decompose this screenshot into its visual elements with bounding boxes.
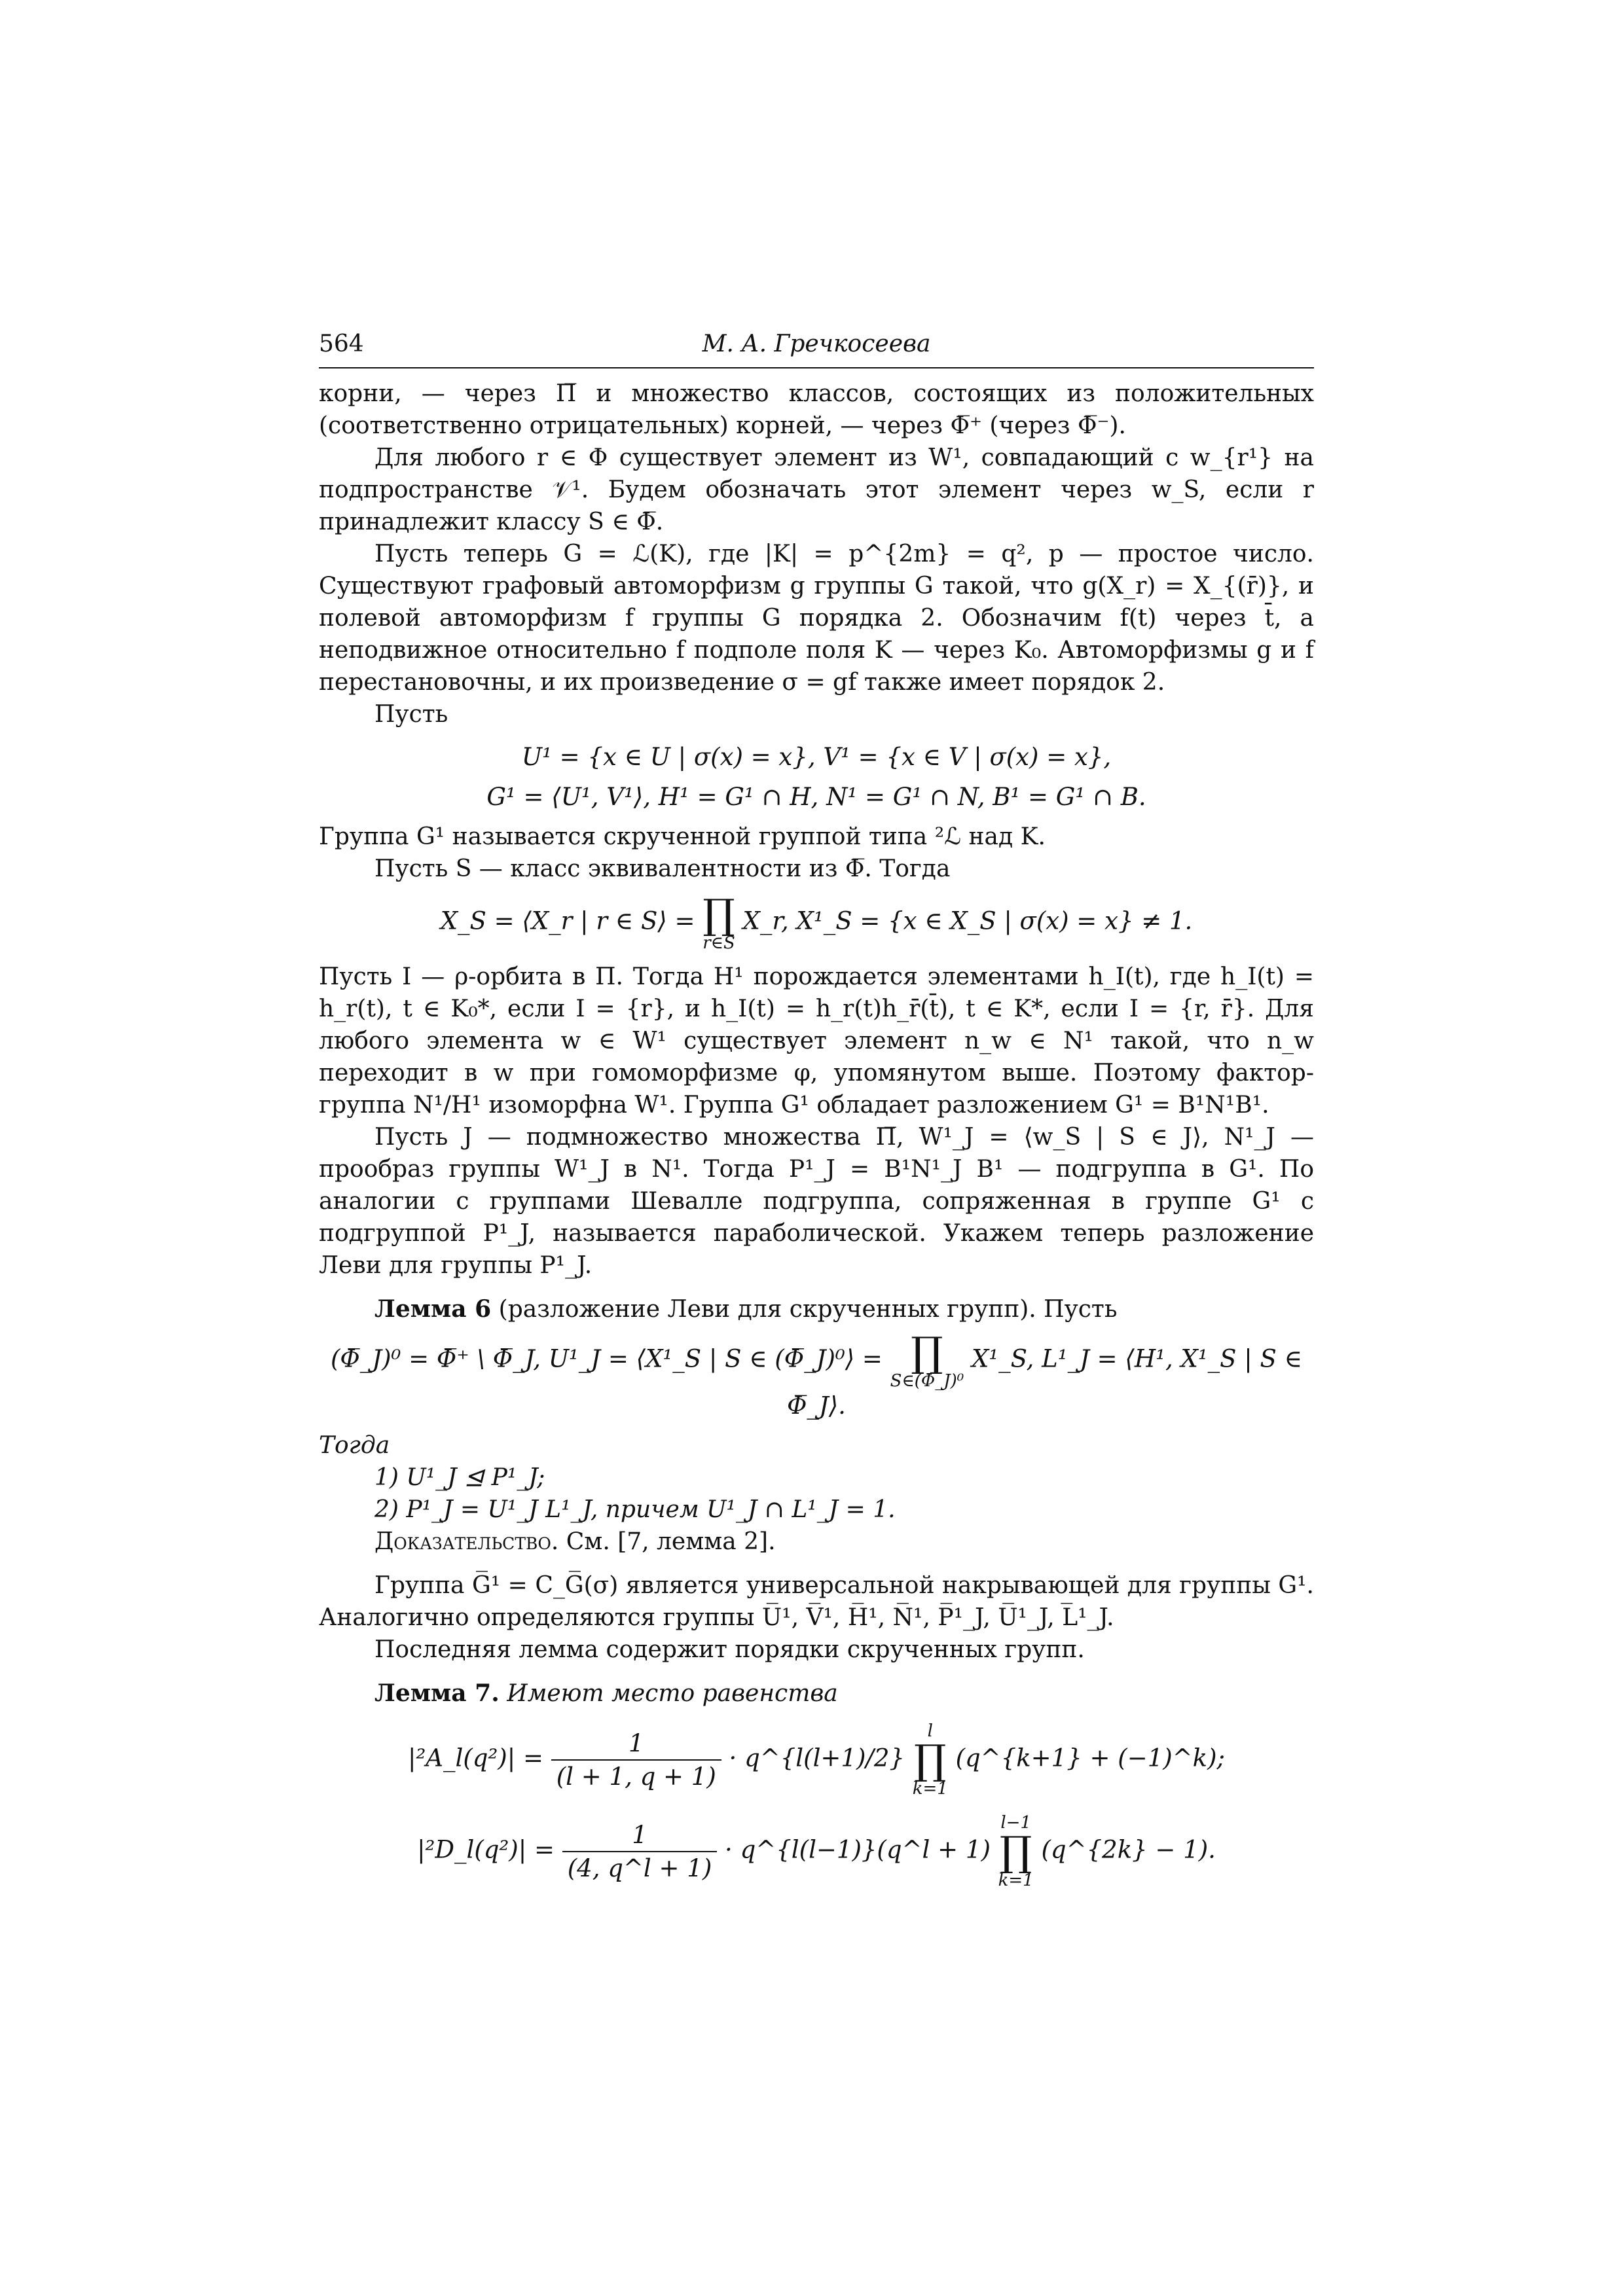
equation-6-left: |²D_l(q²)| = [417, 1835, 555, 1864]
proof [319, 1526, 1314, 1558]
running-header [319, 331, 1314, 367]
paragraph-6: Пусть S — класс эквивалентности из Φ̅. Тогда [374, 855, 951, 882]
header-rule [319, 367, 1314, 368]
equation-4 [319, 1328, 1314, 1422]
lemma-6-heading: Лемма 6 [374, 1295, 492, 1323]
paragraph-4: Пусть [374, 701, 448, 728]
product-operator: l−1 ∏ k=1 [998, 1813, 1034, 1890]
product-upper-limit: l−1 [1000, 1813, 1032, 1833]
equation-6-right: (q^{2k} − 1). [1041, 1835, 1216, 1864]
paragraph-10: Последняя лемма содержит порядки скрученных групп. [374, 1636, 1085, 1663]
proof-label: Доказательство. [374, 1528, 559, 1555]
fraction-denominator: (l + 1, q + 1) [556, 1763, 716, 1791]
product-operator: ∏ r∈S [702, 890, 735, 953]
product-operator: ∏ S∈(Φ̅_J)⁰ [890, 1328, 964, 1391]
product-limit: S∈(Φ̅_J)⁰ [890, 1371, 964, 1391]
paragraph-1: корни, — через Π̅ и множество классов, состоящих из положительных (соответственно отрицательных) корней, — через Φ̅⁺ (через Φ̅⁻). [319, 380, 1314, 439]
product-limit: k=1 [998, 1871, 1034, 1890]
paragraph-2: Для любого r ∈ Φ существует элемент из W¹, совпадающий с w_{r¹} на подпространстве 𝒱¹. Будем обозначать этот элемент через w_S, если r принадлежит классу S ∈ Φ̅. [319, 444, 1314, 535]
equation-5 [319, 1723, 1314, 1797]
equation-6 [319, 1814, 1314, 1889]
fraction [562, 1819, 718, 1884]
equation-5-mid: · q^{l(l+1)/2} [729, 1744, 905, 1772]
equation-5-right: (q^{k+1} + (−1)^k); [955, 1744, 1225, 1772]
product-limit: k=1 [912, 1779, 948, 1799]
proof-text: См. [7, лемма 2]. [566, 1528, 776, 1555]
lemma-7 [319, 1677, 1314, 1710]
fraction-denominator: (4, q^l + 1) [567, 1854, 712, 1882]
equation-2: G¹ = ⟨U¹, V¹⟩, H¹ = G¹ ∩ H, N¹ = G¹ ∩ N, B¹ = G¹ ∩ B. [486, 783, 1146, 811]
paragraph-7: Пусть I — ρ-орбита в Π. Тогда H¹ порождается элементами h_I(t), где h_I(t) = h_r(t), t ∈ K₀*, если I = {r}, и h_I(t) = h_r(t)h_r̄(t̄), t ∈ K*, если I = {r, r̄}. Для любого элемента w ∈ W¹ существует элемент n_w ∈ N¹ такой, что n_w переходит в w при гомоморфизме φ, упомянутом выше. Поэтому фактор-группа N¹/H¹ изоморфна W¹. Группа G¹ обладает разложением G¹ = B¹N¹B¹. [319, 963, 1314, 1119]
equation-3-right: X_r, X¹_S = {x ∈ X_S | σ(x) = x} ≠ 1. [742, 906, 1193, 935]
page [319, 331, 1314, 1889]
paragraph-5: Группа G¹ называется скрученной группой типа ²ℒ над K. [319, 823, 1046, 850]
equation-6-mid: · q^{l(l−1)}(q^l + 1) [725, 1835, 991, 1864]
equation-3-left: X_S = ⟨X_r | r ∈ S⟩ = [440, 906, 695, 935]
fraction-numerator: 1 [562, 1819, 718, 1852]
equation-5-left: |²A_l(q²)| = [408, 1744, 543, 1772]
running-author: М. А. Гречкосеева [702, 331, 931, 357]
lemma-6-item-1: 1) U¹_J ⊴ P¹_J; [374, 1464, 545, 1491]
paragraph-9: Группа G̅¹ = C_G̅(σ) является универсальной накрывающей для группы G¹. Аналогично определяются группы U̅¹, V̅¹, H̅¹, N̅¹, P̅¹_J, U̅¹_J, L̅¹_J. [319, 1572, 1314, 1631]
paragraph-3: Пусть теперь G = ℒ(K), где |K| = p^{2m} = q², p — простое число. Существуют графовый автоморфизм g группы G такой, что g(X_r) = X_{(r̄)}, и полевой автоморфизм f группы G порядка 2. Обозначим f(t) через t̄, а неподвижное относительно f подполе поля K — через K₀. Автоморфизмы g и f перестановочны, и их произведение σ = gf также имеет порядок 2. [319, 541, 1314, 696]
lemma-6-item-2: 2) P¹_J = U¹_J L¹_J, причем U¹_J ∩ L¹_J = 1. [374, 1496, 896, 1523]
lemma-6-then: Тогда [319, 1432, 390, 1459]
product-upper-limit: l [927, 1721, 933, 1741]
equation-3 [319, 890, 1314, 953]
paragraph-8: Пусть J — подмножество множества Π̅, W¹_J = ⟨w_S | S ∈ J⟩, N¹_J — прообраз группы W¹_J в N¹. Тогда P¹_J = B¹N¹_J B¹ — подгруппа в G¹. По аналогии с группами Шевалле подгруппа, сопряженная в группе G¹ с подгруппой P¹_J, называется параболической. Укажем теперь разложение Леви для группы P¹_J. [319, 1124, 1314, 1279]
equation-4-left: (Φ̅_J)⁰ = Φ̅⁺ \ Φ̅_J, U¹_J = ⟨X¹_S | S ∈ (Φ̅_J)⁰⟩ = [331, 1344, 883, 1373]
lemma-6-text: (разложение Леви для скрученных групп). Пусть [498, 1296, 1118, 1323]
lemma-7-text: Имеют место равенства [507, 1680, 838, 1707]
equation-4-right: X¹_S, L¹_J = ⟨H¹, X¹_S | S ∈ Φ̅_J⟩. [787, 1344, 1302, 1420]
product-limit: r∈S [702, 933, 735, 953]
equation-1: U¹ = {x ∈ U | σ(x) = x}, V¹ = {x ∈ V | σ(x) = x}, [521, 743, 1112, 771]
fraction [551, 1727, 721, 1793]
page-number: 564 [319, 331, 364, 357]
product-operator: l ∏ k=1 [912, 1721, 948, 1799]
fraction-numerator: 1 [551, 1727, 721, 1761]
lemma-6 [319, 1293, 1314, 1325]
lemma-7-heading: Лемма 7. [374, 1679, 500, 1707]
